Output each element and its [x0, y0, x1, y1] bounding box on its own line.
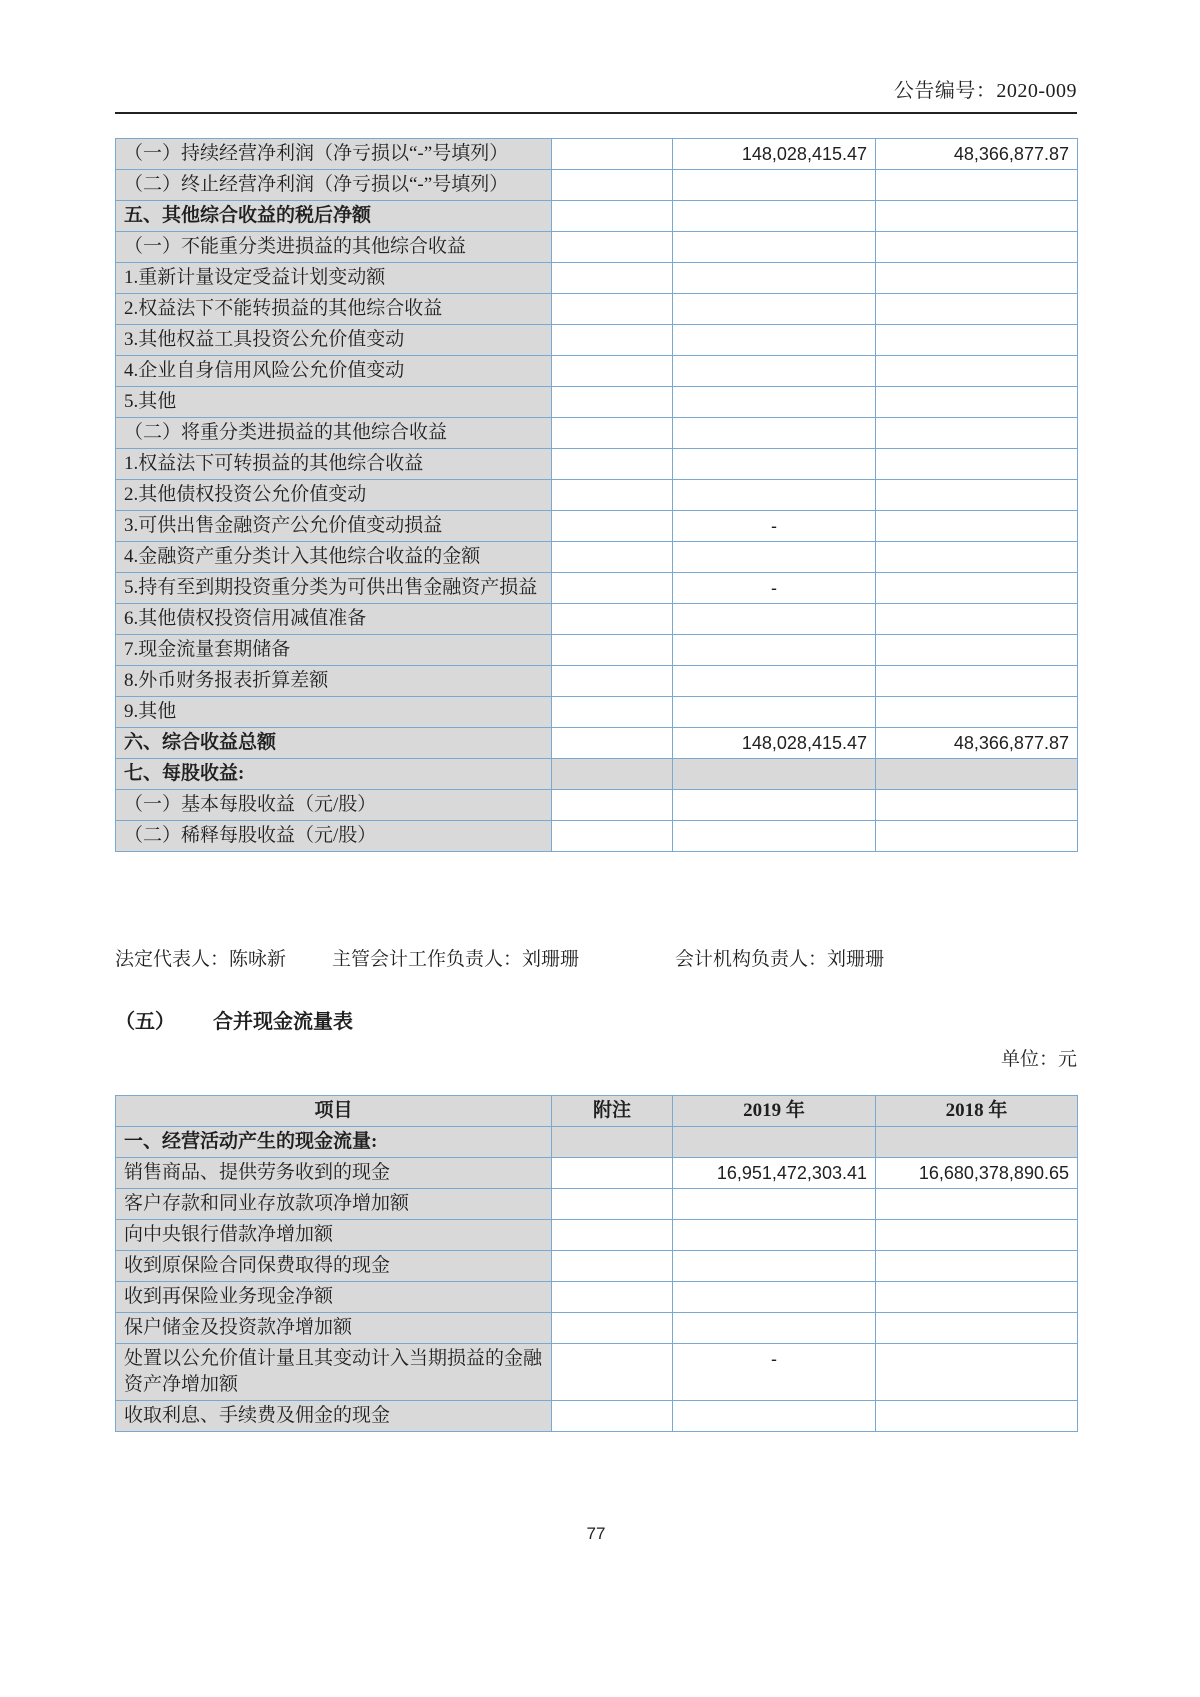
row-label: 一、经营活动产生的现金流量:	[116, 1127, 552, 1158]
value-2019-cell	[673, 232, 876, 263]
note-cell	[552, 418, 673, 449]
value-2018-cell	[876, 1251, 1078, 1282]
row-label: （二）终止经营净利润（净亏损以“-”号填列）	[116, 170, 552, 201]
table-row	[116, 1282, 1078, 1313]
value-2019-cell	[673, 790, 876, 821]
row-label: （一）持续经营净利润（净亏损以“-”号填列）	[116, 139, 552, 170]
table-row	[116, 1344, 1078, 1401]
note-cell	[552, 1344, 673, 1401]
row-label: 6.其他债权投资信用减值准备	[116, 604, 552, 635]
value-2019-cell	[673, 1127, 876, 1158]
row-label: 处置以公允价值计量且其变动计入当期损益的金融资产净增加额	[116, 1344, 552, 1401]
value-2019-cell: -	[673, 1344, 876, 1401]
row-label: 5.持有至到期投资重分类为可供出售金融资产损益	[116, 573, 552, 604]
value-2019-cell	[673, 294, 876, 325]
value-2018-cell	[876, 387, 1078, 418]
table-row	[116, 387, 1078, 418]
value-2019-cell	[673, 170, 876, 201]
note-cell	[552, 387, 673, 418]
table-row	[116, 1220, 1078, 1251]
value-2019-cell	[673, 604, 876, 635]
value-2018-cell	[876, 573, 1078, 604]
table-row	[116, 790, 1078, 821]
note-cell	[552, 511, 673, 542]
row-label: （一）不能重分类进损益的其他综合收益	[116, 232, 552, 263]
table-row	[116, 759, 1078, 790]
table-row	[116, 1158, 1078, 1189]
value-2018-cell: 16,680,378,890.65	[876, 1158, 1078, 1189]
note-cell	[552, 697, 673, 728]
table-row	[116, 1401, 1078, 1432]
accounting-org-head: 会计机构负责人：刘珊珊	[675, 949, 885, 970]
value-2019-cell	[673, 666, 876, 697]
row-label: 7.现金流量套期储备	[116, 635, 552, 666]
row-label: 1.权益法下可转损益的其他综合收益	[116, 449, 552, 480]
note-cell	[552, 325, 673, 356]
row-label: 保户储金及投资款净增加额	[116, 1313, 552, 1344]
row-label: 客户存款和同业存放款项净增加额	[116, 1189, 552, 1220]
value-2019-cell	[673, 1313, 876, 1344]
value-2018-cell	[876, 1189, 1078, 1220]
table-row	[116, 821, 1078, 852]
cashflow-header-row	[116, 1096, 1078, 1127]
value-2019-cell	[673, 1189, 876, 1220]
column-header: 项目	[116, 1096, 552, 1127]
table-row	[116, 1189, 1078, 1220]
row-label: 9.其他	[116, 697, 552, 728]
note-cell	[552, 1401, 673, 1432]
row-label: 收到原保险合同保费取得的现金	[116, 1251, 552, 1282]
row-label: 七、每股收益:	[116, 759, 552, 790]
note-cell	[552, 666, 673, 697]
row-label: 2.其他债权投资公允价值变动	[116, 480, 552, 511]
value-2018-cell: 48,366,877.87	[876, 728, 1078, 759]
row-label: 六、综合收益总额	[116, 728, 552, 759]
table-row	[116, 1251, 1078, 1282]
table-row	[116, 635, 1078, 666]
chief-accountant: 主管会计工作负责人：刘珊珊	[332, 949, 580, 970]
row-label: 五、其他综合收益的税后净额	[116, 201, 552, 232]
value-2018-cell	[876, 790, 1078, 821]
note-cell	[552, 170, 673, 201]
section-title	[115, 1005, 1077, 1034]
row-label: 4.企业自身信用风险公允价值变动	[116, 356, 552, 387]
value-2019-cell	[673, 635, 876, 666]
value-2018-cell	[876, 821, 1078, 852]
value-2019-cell: -	[673, 511, 876, 542]
table-row	[116, 604, 1078, 635]
unit-label: 单位：元	[1000, 1049, 1077, 1070]
note-cell	[552, 1158, 673, 1189]
value-2018-cell	[876, 511, 1078, 542]
value-2018-cell	[876, 356, 1078, 387]
note-cell	[552, 1127, 673, 1158]
column-header: 附注	[552, 1096, 673, 1127]
note-cell	[552, 263, 673, 294]
value-2018-cell	[876, 1282, 1078, 1313]
value-2018-cell	[876, 697, 1078, 728]
table-row	[116, 666, 1078, 697]
value-2019-cell	[673, 201, 876, 232]
row-label: 2.权益法下不能转损益的其他综合收益	[116, 294, 552, 325]
value-2019-cell	[673, 1282, 876, 1313]
value-2019-cell: 148,028,415.47	[673, 139, 876, 170]
note-cell	[552, 635, 673, 666]
value-2018-cell	[876, 201, 1078, 232]
note-cell	[552, 1313, 673, 1344]
legal-representative: 法定代表人：陈咏新	[115, 949, 287, 970]
value-2019-cell	[673, 480, 876, 511]
note-cell	[552, 759, 673, 790]
value-2018-cell	[876, 666, 1078, 697]
header-divider	[115, 112, 1077, 114]
table-row	[116, 139, 1078, 170]
value-2019-cell	[673, 1251, 876, 1282]
note-cell	[552, 139, 673, 170]
value-2018-cell	[876, 542, 1078, 573]
value-2019-cell	[673, 263, 876, 294]
table-row	[116, 170, 1078, 201]
note-cell	[552, 201, 673, 232]
note-cell	[552, 449, 673, 480]
value-2019-cell	[673, 759, 876, 790]
note-cell	[552, 1251, 673, 1282]
value-2018-cell	[876, 170, 1078, 201]
value-2018-cell	[876, 480, 1078, 511]
table-row	[116, 232, 1078, 263]
value-2019-cell	[673, 697, 876, 728]
note-cell	[552, 1220, 673, 1251]
value-2019-cell	[673, 325, 876, 356]
row-label: 收取利息、手续费及佣金的现金	[116, 1401, 552, 1432]
table-row	[116, 1127, 1078, 1158]
table-row	[116, 697, 1078, 728]
row-label: （一）基本每股收益（元/股）	[116, 790, 552, 821]
value-2019-cell	[673, 1401, 876, 1432]
value-2019-cell	[673, 542, 876, 573]
table-row	[116, 449, 1078, 480]
value-2018-cell	[876, 635, 1078, 666]
row-label: 5.其他	[116, 387, 552, 418]
table-row	[116, 325, 1078, 356]
row-label: 8.外币财务报表折算差额	[116, 666, 552, 697]
row-label: （二）稀释每股收益（元/股）	[116, 821, 552, 852]
row-label: 收到再保险业务现金净额	[116, 1282, 552, 1313]
note-cell	[552, 728, 673, 759]
value-2018-cell	[876, 1127, 1078, 1158]
value-2018-cell	[876, 232, 1078, 263]
table-row	[116, 573, 1078, 604]
note-cell	[552, 1189, 673, 1220]
note-cell	[552, 294, 673, 325]
note-cell	[552, 573, 673, 604]
income-statement-table	[115, 138, 1078, 852]
note-cell	[552, 604, 673, 635]
value-2018-cell	[876, 418, 1078, 449]
row-label: 销售商品、提供劳务收到的现金	[116, 1158, 552, 1189]
value-2019-cell	[673, 449, 876, 480]
value-2019-cell	[673, 387, 876, 418]
value-2018-cell	[876, 604, 1078, 635]
note-cell	[552, 542, 673, 573]
row-label: 3.其他权益工具投资公允价值变动	[116, 325, 552, 356]
value-2018-cell: 48,366,877.87	[876, 139, 1078, 170]
value-2019-cell	[673, 418, 876, 449]
table-row	[116, 511, 1078, 542]
value-2019-cell	[673, 821, 876, 852]
value-2018-cell	[876, 1220, 1078, 1251]
table-row	[116, 480, 1078, 511]
row-label: （二）将重分类进损益的其他综合收益	[116, 418, 552, 449]
note-cell	[552, 790, 673, 821]
note-cell	[552, 1282, 673, 1313]
table-row	[116, 294, 1078, 325]
column-header: 2018 年	[876, 1096, 1078, 1127]
value-2019-cell: -	[673, 573, 876, 604]
column-header: 2019 年	[673, 1096, 876, 1127]
section-name: 合并现金流量表	[213, 1011, 353, 1033]
value-2019-cell: 148,028,415.47	[673, 728, 876, 759]
value-2018-cell	[876, 1344, 1078, 1401]
value-2019-cell	[673, 1220, 876, 1251]
table-row	[116, 418, 1078, 449]
note-cell	[552, 480, 673, 511]
value-2019-cell: 16,951,472,303.41	[673, 1158, 876, 1189]
page-number: 77	[586, 1524, 606, 1543]
value-2018-cell	[876, 1313, 1078, 1344]
value-2018-cell	[876, 1401, 1078, 1432]
cashflow-table	[115, 1095, 1078, 1432]
value-2018-cell	[876, 449, 1078, 480]
note-cell	[552, 821, 673, 852]
row-label: 4.金融资产重分类计入其他综合收益的金额	[116, 542, 552, 573]
value-2018-cell	[876, 294, 1078, 325]
table-row	[116, 542, 1078, 573]
notice-number: 公告编号：2020-009	[893, 80, 1077, 102]
table-row	[116, 263, 1078, 294]
document-page	[115, 0, 1077, 1544]
row-label: 3.可供出售金融资产公允价值变动损益	[116, 511, 552, 542]
value-2019-cell	[673, 356, 876, 387]
signature-line	[115, 944, 1077, 971]
value-2018-cell	[876, 759, 1078, 790]
section-number: （五）	[115, 1011, 175, 1033]
value-2018-cell	[876, 263, 1078, 294]
table-row	[116, 728, 1078, 759]
note-cell	[552, 232, 673, 263]
table-row	[116, 356, 1078, 387]
table-row	[116, 201, 1078, 232]
note-cell	[552, 356, 673, 387]
row-label: 1.重新计量设定受益计划变动额	[116, 263, 552, 294]
row-label: 向中央银行借款净增加额	[116, 1220, 552, 1251]
table-row	[116, 1313, 1078, 1344]
value-2018-cell	[876, 325, 1078, 356]
